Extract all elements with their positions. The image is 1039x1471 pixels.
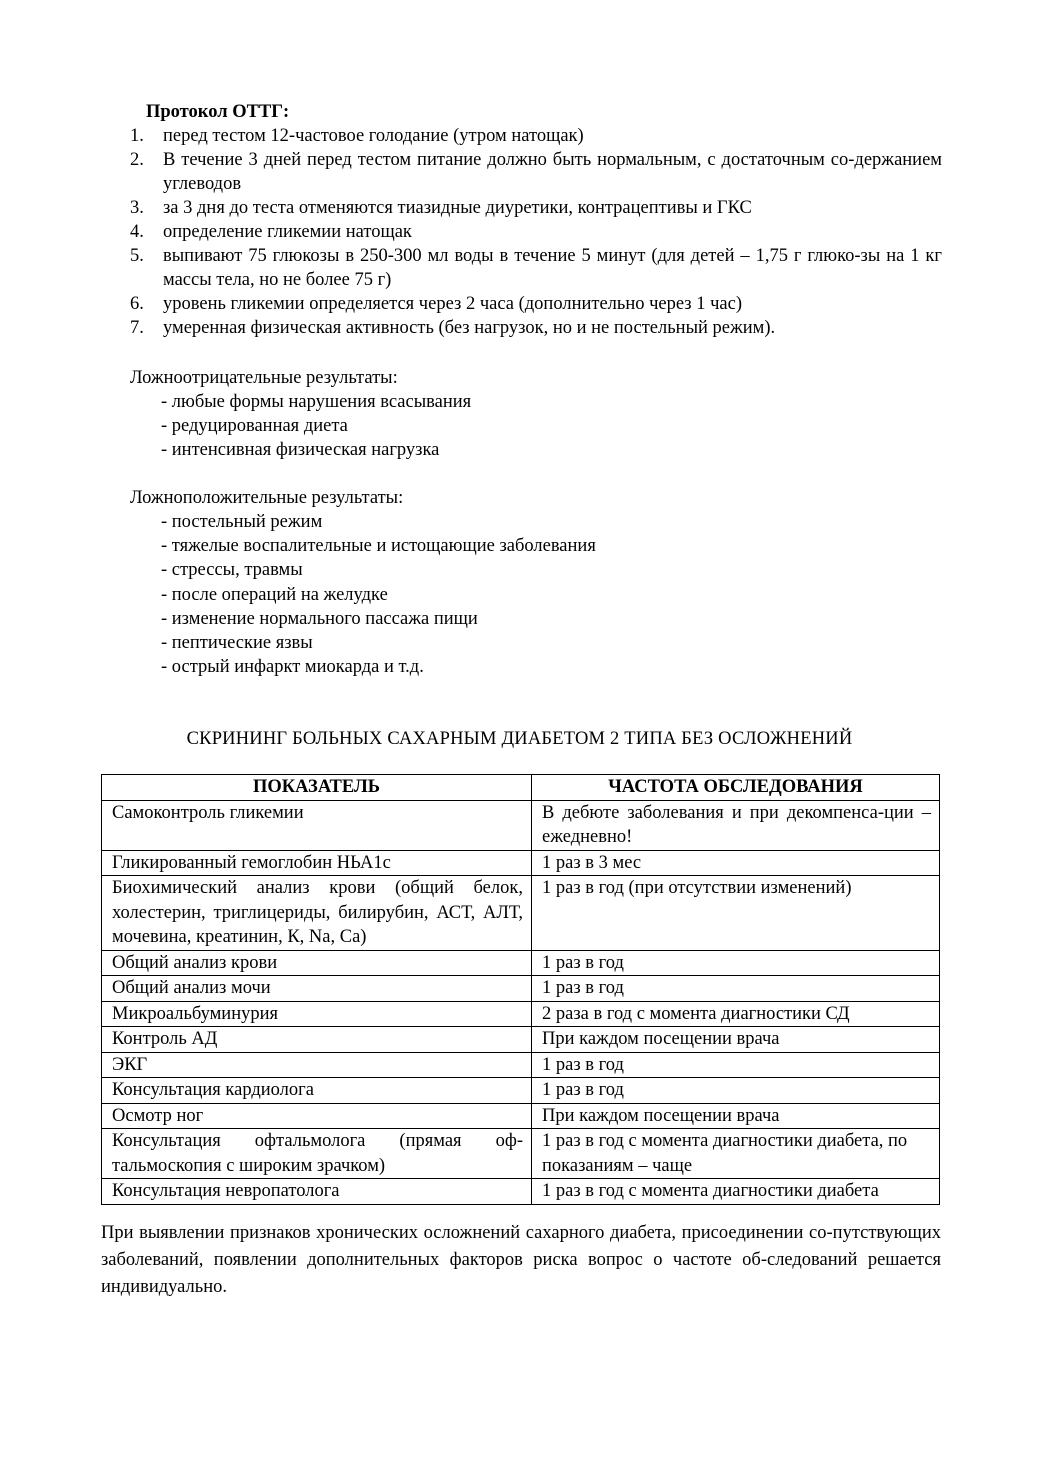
table-row (102, 1103, 940, 1129)
table-row (102, 1078, 940, 1104)
table-row (102, 876, 940, 951)
false-positive-heading: Ложноположительные результаты: (130, 488, 404, 508)
frequency-cell: 1 раз в год (532, 976, 940, 1002)
protocol-item (130, 124, 942, 148)
false-negative-item: - редуцированная диета (161, 416, 348, 437)
protocol-item (130, 316, 942, 340)
protocol-item-text: за 3 дня до теста отменяются тиазидные диуретики, контрацептивы и ГКС (163, 198, 752, 218)
protocol-item-text: В течение 3 дней перед тестом питание должно быть нормальным, с достаточным со-держанием углеводов (163, 150, 942, 194)
protocol-item-number: 7. (130, 318, 144, 338)
header-frequency: ЧАСТОТА ОБСЛЕДОВАНИЯ (532, 775, 940, 801)
protocol-item-text: уровень гликемии определяется через 2 часа (дополнительно через 1 час) (163, 294, 743, 314)
protocol-item (130, 244, 942, 292)
false-positive-item: - стрессы, травмы (161, 560, 303, 581)
protocol-item (130, 196, 942, 220)
frequency-cell: При каждом посещении врача (532, 1027, 940, 1053)
frequency-cell: 1 раз в 3 мес (532, 850, 940, 876)
protocol-list (130, 124, 942, 340)
false-negative-heading: Ложноотрицательные результаты: (130, 368, 398, 388)
final-paragraph: При выявлении признаков хронических осложнений сахарного диабета, присоединении со-путствующих заболеваний, появлении дополнительных факторов риска вопрос о частоте об-следований решается индивидуально. (101, 1223, 941, 1297)
table-row (102, 1027, 940, 1053)
indicator-cell: ЭКГ (102, 1052, 532, 1078)
frequency-cell: 1 раз в год (532, 1052, 940, 1078)
false-positive-item: - после операций на желудке (161, 584, 388, 605)
indicator-cell: Биохимический анализ крови (общий белок, холестерин, триглицериды, билирубин, АСТ, АЛТ, мочевина, креатинин, К, Na, Са) (102, 876, 532, 951)
protocol-item-text: выпивают 75 глюкозы в 250-300 мл воды в течение 5 минут (для детей – 1,75 г глюко-зы на 1 кг массы тела, но не более 75 г) (163, 246, 942, 290)
indicator-cell: Гликированный гемоглобин НЬА1с (102, 850, 532, 876)
frequency-cell: В дебюте заболевания и при декомпенса-ции – ежедневно! (532, 800, 940, 850)
frequency-cell: 1 раз в год (532, 1078, 940, 1104)
table-row (102, 1179, 940, 1205)
false-negative-item: - любые формы нарушения всасывания (161, 392, 472, 412)
protocol-item-number: 1. (130, 126, 144, 146)
false-positive-item: - пептические язвы (161, 633, 313, 654)
protocol-title: Протокол ОТТГ: (146, 102, 290, 122)
protocol-item-number: 3. (130, 198, 144, 218)
frequency-cell: 1 раз в год с момента диагностики диабета, по показаниям – чаще (532, 1129, 940, 1179)
indicator-cell: Консультация офтальмолога (прямая оф-тальмоскопия с широким зрачком) (102, 1129, 532, 1179)
frequency-cell: 1 раз в год (при отсутствии изменений) (532, 876, 940, 951)
indicator-cell: Консультация невропатолога (102, 1179, 532, 1205)
screening-title: СКРИНИНГ БОЛЬНЫХ САХАРНЫМ ДИАБЕТОМ 2 ТИПА БЕЗ ОСЛОЖНЕНИЙ (186, 729, 853, 749)
table-row (102, 1052, 940, 1078)
false-positive-item: - изменение нормального пассажа пищи (161, 608, 478, 629)
false-positive-item: - постельный режим (161, 512, 323, 532)
indicator-cell: Самоконтроль гликемии (102, 800, 532, 850)
header-indicator: ПОКАЗАТЕЛЬ (102, 775, 532, 801)
protocol-item-number: 2. (130, 150, 144, 170)
indicator-cell: Общий анализ мочи (102, 976, 532, 1002)
indicator-cell: Контроль АД (102, 1027, 532, 1053)
false-negative-list (161, 390, 471, 463)
screening-table (101, 774, 940, 1205)
false-positive-list (161, 510, 596, 679)
protocol-item-text: перед тестом 12-частовое голодание (утром натощак) (163, 126, 584, 146)
table-row (102, 950, 940, 976)
table-row (102, 976, 940, 1002)
protocol-item-number: 5. (130, 246, 144, 266)
protocol-item (130, 292, 942, 316)
frequency-cell: 1 раз в год (532, 950, 940, 976)
table-header-row (102, 775, 940, 801)
indicator-cell: Общий анализ крови (102, 950, 532, 976)
false-positive-item: - острый инфаркт миокарда и т.д. (161, 657, 424, 678)
false-positive-item: - тяжелые воспалительные и истощающие заболевания (161, 536, 596, 557)
indicator-cell: Консультация кардиолога (102, 1078, 532, 1104)
indicator-cell: Осмотр ног (102, 1103, 532, 1129)
protocol-item (130, 220, 942, 244)
frequency-cell: 2 раза в год с момента диагностики СД (532, 1001, 940, 1027)
false-negative-item: - интенсивная физическая нагрузка (161, 440, 440, 461)
indicator-cell: Микроальбуминурия (102, 1001, 532, 1027)
frequency-cell: При каждом посещении врача (532, 1103, 940, 1129)
protocol-item-text: умеренная физическая активность (без нагрузок, но и не постельный режим). (163, 318, 776, 338)
frequency-cell: 1 раз в год с момента диагностики диабета (532, 1179, 940, 1205)
table-row (102, 1001, 940, 1027)
protocol-item-number: 6. (130, 294, 144, 314)
protocol-item-number: 4. (130, 222, 144, 242)
protocol-item (130, 148, 942, 196)
protocol-item-text: определение гликемии натощак (163, 222, 412, 242)
table-row (102, 800, 940, 850)
table-row (102, 1129, 940, 1179)
table-row (102, 850, 940, 876)
